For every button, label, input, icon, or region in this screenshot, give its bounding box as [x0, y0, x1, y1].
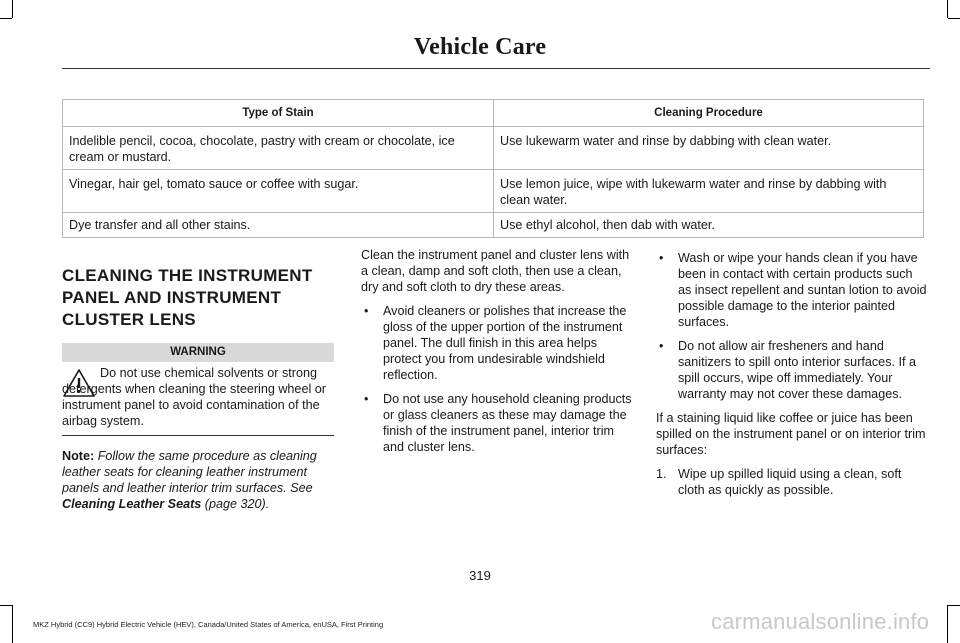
- crop-mark: [0, 18, 12, 19]
- footer-text: MKZ Hybrid (CC9) Hybrid Electric Vehicle (HEV), Canada/United States of America, enUSA, First Printing: [33, 620, 384, 629]
- right-column: [656, 250, 928, 506]
- crop-mark: [947, 0, 948, 18]
- bullet-marker: •: [659, 339, 664, 353]
- section-heading-line: CLUSTER LENS: [62, 310, 196, 329]
- note-page-reference: (page 320).: [204, 497, 270, 511]
- stain-type-cell: Dye transfer and all other stains.: [63, 213, 494, 238]
- stain-table: [62, 99, 924, 238]
- column-header-cleaning-procedure: Cleaning Procedure: [494, 100, 924, 127]
- page-header-title: Vehicle Care: [413, 34, 547, 60]
- crop-mark: [948, 18, 960, 19]
- stain-type-cell: Vinegar, hair gel, tomato sauce or coffee with sugar.: [63, 170, 494, 213]
- crop-mark: [12, 0, 13, 18]
- page-number: 319: [469, 568, 491, 583]
- note-paragraph: [62, 448, 336, 512]
- intro-paragraph: Clean the instrument panel and cluster lens with a clean, damp and soft cloth, then use a clean, dry and soft cloth to dry these areas.: [361, 248, 630, 294]
- bullet-item: [656, 338, 928, 402]
- crop-mark: [12, 605, 13, 643]
- middle-column: [361, 247, 633, 463]
- bullet-item: [361, 303, 633, 383]
- numbered-step: [656, 466, 928, 498]
- table-row: [63, 127, 924, 170]
- table-header-row: [63, 100, 924, 127]
- bullet-marker: •: [364, 304, 369, 318]
- bullet-text: Do not allow air fresheners and hand sanitizers to spill onto interior surfaces. If a spill occurs, wipe off immediately. Your warranty may not cover these damages.: [678, 339, 916, 401]
- header-rule: [62, 68, 930, 69]
- bullet-marker: •: [659, 251, 664, 265]
- table-row: [63, 213, 924, 238]
- crop-mark: [948, 605, 960, 606]
- watermark-logo: carmanualsonline.info: [711, 609, 930, 634]
- cleaning-procedure-cell: Use lukewarm water and rinse by dabbing with clean water.: [494, 127, 924, 170]
- bullet-item: [361, 391, 633, 455]
- note-text: Follow the same procedure as cleaning leather seats for cleaning leather instrument panels and leather interior trim surfaces. See: [62, 449, 317, 495]
- crop-mark: [947, 605, 948, 643]
- note-label: Note:: [62, 449, 95, 463]
- note-reference-link[interactable]: Cleaning Leather Seats: [62, 497, 202, 511]
- bullet-text: Wash or wipe your hands clean if you have been in contact with certain products such as insect repellent and suntan lotion to avoid possible damage to the interior painted surfaces.: [678, 251, 927, 329]
- cleaning-procedure-cell: Use lemon juice, wipe with lukewarm water and rinse by dabbing with clean water.: [494, 170, 924, 213]
- step-text: Wipe up spilled liquid using a clean, soft cloth as quickly as possible.: [678, 467, 902, 497]
- cleaning-procedure-cell: Use ethyl alcohol, then dab with water.: [494, 213, 924, 238]
- bullet-item: [656, 250, 928, 330]
- warning-label: WARNING: [62, 343, 334, 362]
- stain-type-cell: Indelible pencil, cocoa, chocolate, pastry with cream or chocolate, ice cream or mustard.: [63, 127, 494, 170]
- bullet-text: Avoid cleaners or polishes that increase the gloss of the upper portion of the instrument panel. The dull finish in this area helps protect you from undesirable windshield reflection.: [383, 304, 627, 382]
- step-number: 1.: [656, 467, 667, 481]
- bullet-marker: •: [364, 392, 369, 406]
- table-row: [63, 170, 924, 213]
- section-heading-line: CLEANING THE INSTRUMENT: [62, 266, 313, 285]
- staining-liquid-paragraph: If a staining liquid like coffee or juice has been spilled on the instrument panel or on interior trim surfaces:: [656, 411, 926, 457]
- warning-text: Do not use chemical solvents or strong detergents when cleaning the steering wheel or instrument panel to avoid contamination of the airbag system.: [62, 366, 326, 428]
- warning-rule: [62, 435, 334, 436]
- section-heading: [62, 265, 332, 331]
- crop-mark: [0, 605, 12, 606]
- section-heading-line: PANEL AND INSTRUMENT: [62, 288, 282, 307]
- column-header-stain-type: Type of Stain: [63, 100, 494, 127]
- bullet-text: Do not use any household cleaning products or glass cleaners as these may damage the finish of the instrument panel, interior trim and cluster lens.: [383, 392, 632, 454]
